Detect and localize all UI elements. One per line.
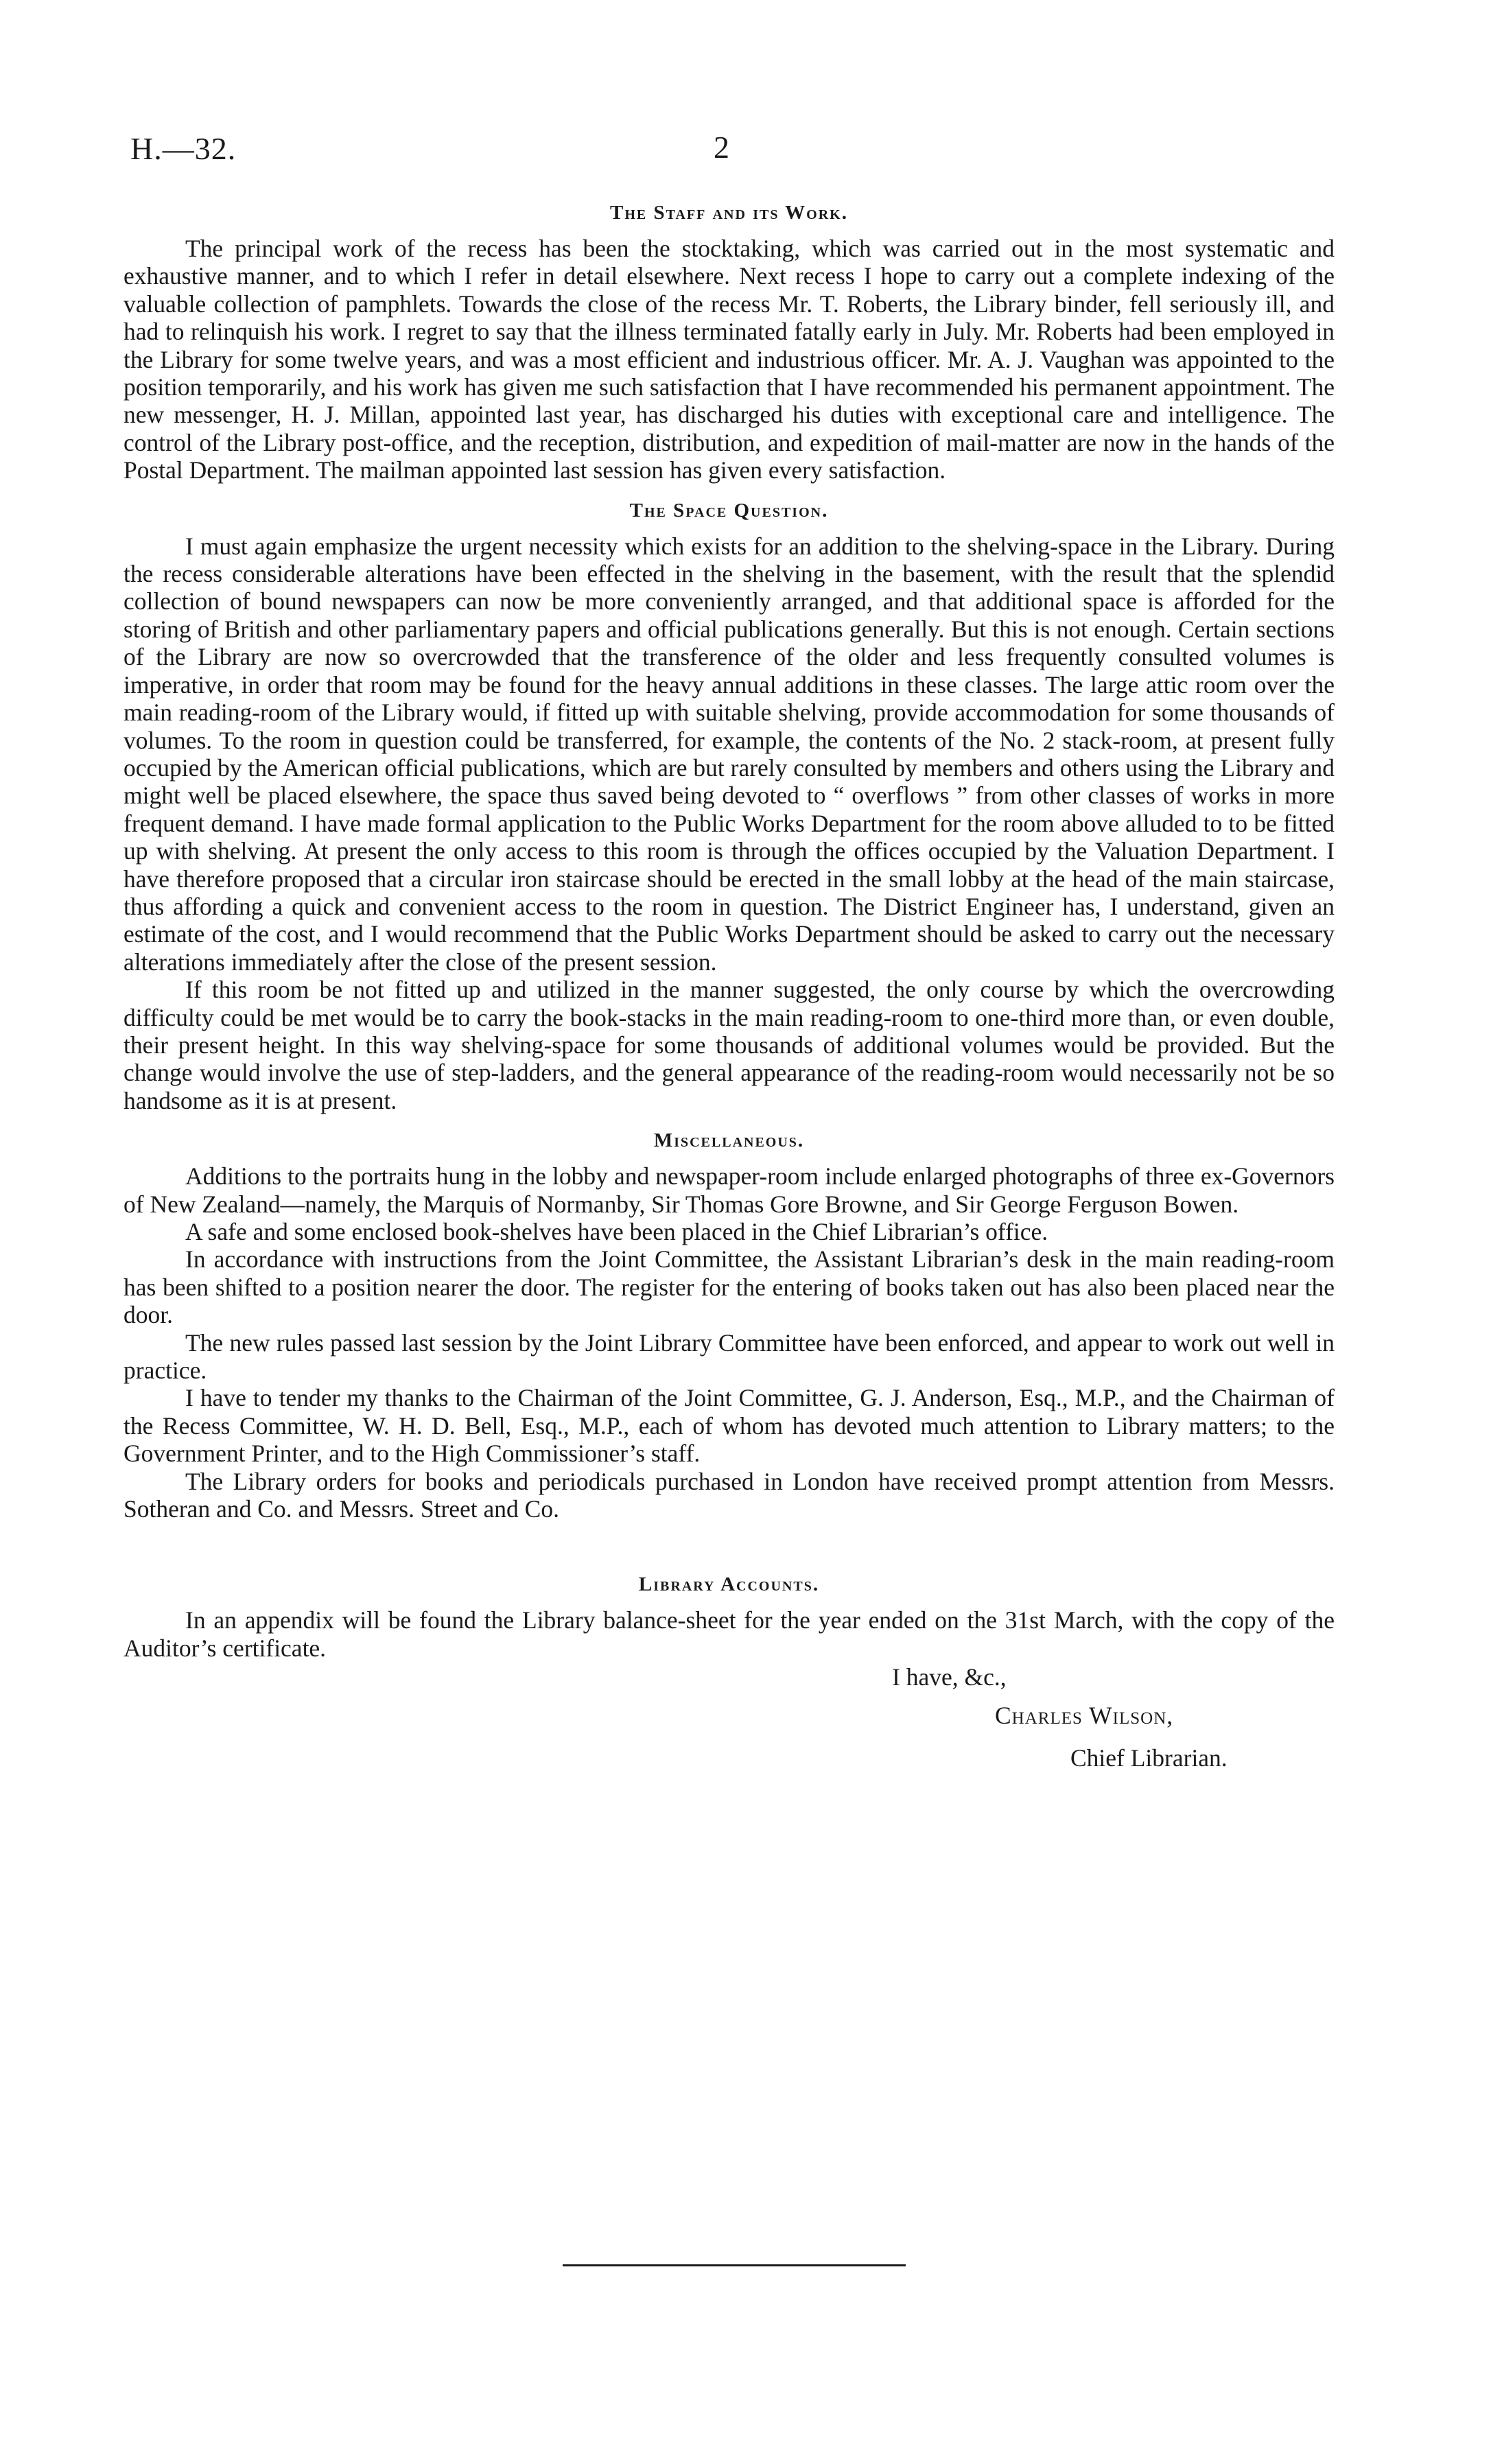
paragraph: In an appendix will be found the Library balance-sheet for the year ended on the 31st March, with the copy of the Auditor’s certificate. <box>124 1606 1335 1662</box>
closing-rule <box>563 2264 906 2266</box>
section-miscellaneous <box>124 1127 1335 1523</box>
paragraph: The principal work of the recess has been the stocktaking, which was carried out in the most systematic and exhaustive manner, and to which I refer in detail elsewhere. Next recess I hope to carry out a complete indexing of the valuable collection of pamphlets. Towards the close of the recess Mr. T. Roberts, the Library binder, fell seriously ill, and had to relinquish his work. I regret to say that the illness terminated fatally early in July. Mr. Roberts had been employed in the Library for some twelve years, and was a most efficient and industrious officer. Mr. A. J. Vaughan was appointed to the position temporarily, and his work has given me such satisfaction that I have recommended his permanent appointment. The new messenger, H. J. Millan, appointed last year, has discharged his duties with exceptional care and intelligence. The control of the Library post-office, and the reception, distribution, and expedition of mail-matter are now in the hands of the Postal Department. The mailman appointed last session has given every satisfaction. <box>124 235 1335 484</box>
paragraph: A safe and some enclosed book-shelves have been placed in the Chief Librarian’s office. <box>185 1218 1048 1245</box>
paragraph: In accordance with instructions from the Joint Committee, the Assistant Librarian’s desk in the main reading-room has been shifted to a position nearer the door. The register for the entering of books taken out has also been placed near the door. <box>124 1245 1335 1329</box>
section-heading-staff: The Staff and its Work. <box>610 202 848 224</box>
paragraph: Additions to the portraits hung in the lobby and newspaper-room include enlarged photographs of three ex-Governors of New Zealand—namely, the Marquis of Normanby, Sir Thomas Gore Browne, and Sir George Ferguson Bowen. <box>124 1162 1335 1218</box>
document-body <box>124 199 1335 1792</box>
section-staff <box>124 199 1335 484</box>
section-heading-miscellaneous: Miscellaneous. <box>653 1129 805 1152</box>
paragraph: The Library orders for books and periodicals purchased in London have received prompt attention from Messrs. Sotheran and Co. and Messrs. Street and Co. <box>124 1467 1335 1523</box>
section-heading-space: The Space Question. <box>629 499 829 521</box>
paragraph: If this room be not fitted up and utilized in the manner suggested, the only course by which the overcrowding difficulty could be met would be to carry the book-stacks in the main reading-room to one-third more than, or even double, their present height. In this way shelving-space for some thousands of additional volumes would be provided. But the change would involve the use of step-ladders, and the general appearance of the reading-room would necessarily not be so handsome as it is at present. <box>124 976 1335 1114</box>
section-heading-accounts: Library Accounts. <box>638 1573 820 1596</box>
signatory-name: Charles Wilson, <box>995 1702 1174 1730</box>
paragraph: I have to tender my thanks to the Chairman of the Joint Committee, G. J. Anderson, Esq., M.P., and the Chairman of the Recess Committee, W. H. D. Bell, Esq., M.P., each of whom has devoted much attention to Library matters; to the Government Printer, and to the High Commissioner’s staff. <box>124 1384 1335 1468</box>
document-reference: H.—32. <box>130 131 237 166</box>
section-library-accounts <box>124 1571 1335 1662</box>
page-number: 2 <box>714 130 729 165</box>
signoff-block <box>124 1662 1335 1792</box>
paragraph: I must again emphasize the urgent necessity which exists for an addition to the shelving-space in the Library. During the recess considerable alterations have been effected in the shelving in the basement, with the result that the splendid collection of bound newspapers can now be more conveniently arranged, and that additional space is afforded for the storing of British and other parliamentary papers and official publications generally. But this is not enough. Certain sections of the Library are now so overcrowded that the transference of the older and less frequently consulted volumes is imperative, in order that room may be found for the heavy annual additions in these classes. The large attic room over the main reading-room of the Library would, if fitted up with suitable shelving, provide accommodation for some thousands of volumes. To the room in question could be transferred, for example, the contents of the No. 2 stack-room, at present fully occupied by the American official publications, which are but rarely consulted by members and others using the Library and might well be placed elsewhere, the space thus saved being devoted to “ overflows ” from other classes of works in more frequent demand. I have made formal application to the Public Works Department for the room above alluded to to be fitted up with shelving. At present the only access to this room is through the offices occupied by the Valuation Department. I have therefore proposed that a circular iron staircase should be erected in the small lobby at the head of the main staircase, thus affording a quick and convenient access to the room in question. The District Engineer has, I understand, given an estimate of the cost, and I would recommend that the Public Works Department should be asked to carry out the necessary alterations immediately after the close of the present session. <box>124 532 1335 976</box>
document-page <box>124 0 1335 2464</box>
signatory-title: Chief Librarian. <box>1070 1744 1228 1772</box>
paragraph: The new rules passed last session by the Joint Library Committee have been enforced, and appear to work out well in practice. <box>124 1328 1335 1385</box>
signoff-closing: I have, &c., <box>892 1663 1007 1691</box>
section-space <box>124 497 1335 1115</box>
